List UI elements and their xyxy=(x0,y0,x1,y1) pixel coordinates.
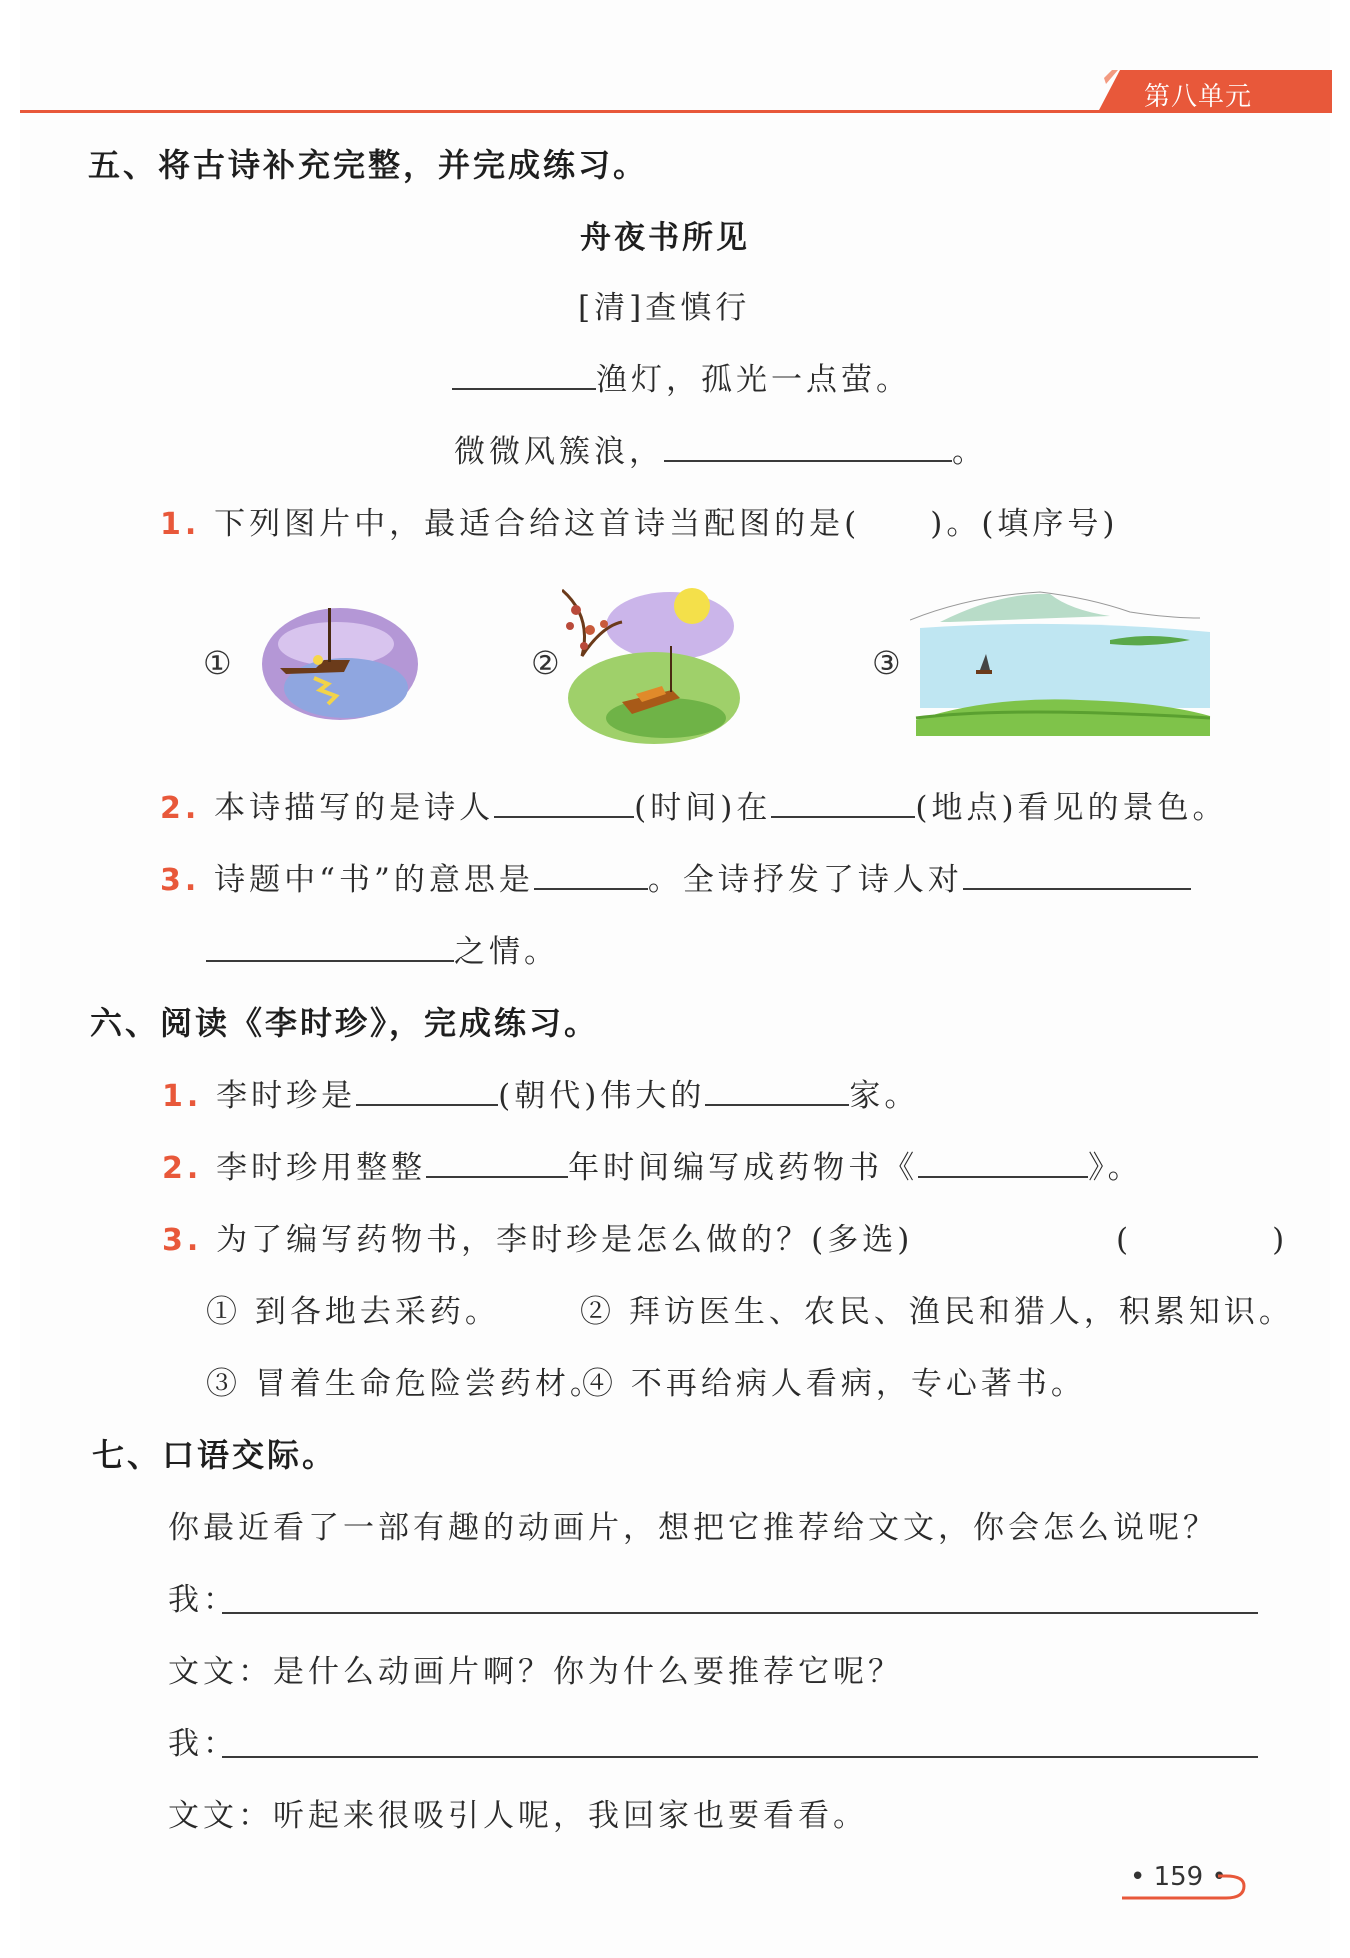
s6-question-2 xyxy=(162,1142,1143,1187)
s6-q2-number: 2. xyxy=(162,1151,203,1186)
s5-question-3 xyxy=(160,854,1191,899)
poem-blank-1[interactable] xyxy=(452,360,596,390)
s6-q1-text-a: 李时珍是 xyxy=(216,1078,357,1114)
page-number-decoration xyxy=(1122,1872,1252,1902)
me-label-2: 我： xyxy=(168,1726,238,1762)
pic-label-3: ③ xyxy=(872,644,901,682)
option-4[interactable]: ④ 不再给病人看病，专心著书。 xyxy=(582,1366,1086,1402)
s6-q3-answer-paren[interactable]: ( ) xyxy=(1116,1222,1289,1258)
shu-meaning-blank[interactable] xyxy=(534,860,648,890)
pic-label-1: ① xyxy=(203,644,232,682)
s5-q2-text-b: (时间)在 xyxy=(634,790,772,826)
time-blank[interactable] xyxy=(494,788,634,818)
me-answer-line-1[interactable] xyxy=(222,1612,1258,1614)
section7-title: 七、口语交际。 xyxy=(92,1436,338,1474)
s6-q3-text: 为了编写药物书，李时珍是怎么做的？(多选) xyxy=(216,1222,914,1258)
s5-q3-text-b: 。全诗抒发了诗人对 xyxy=(647,862,963,898)
s5-q3-text-c: 之情。 xyxy=(454,934,559,970)
s5-q2-text-c: (地点)看见的景色。 xyxy=(915,790,1228,826)
s5-question-2 xyxy=(160,782,1228,827)
s5-q1-number: 1. xyxy=(160,507,201,542)
lake-mountain-sailboat-picture[interactable] xyxy=(910,588,1218,736)
poem-line2-end: 。 xyxy=(952,434,987,470)
page-number: • 159 • xyxy=(1130,1862,1227,1892)
wenwen-line-2: 文文：听起来很吸引人呢，我回家也要看看。 xyxy=(168,1798,868,1834)
feeling-blank-1[interactable] xyxy=(963,860,1191,890)
years-blank[interactable] xyxy=(426,1148,568,1178)
s6-question-1 xyxy=(162,1070,919,1115)
wenwen-line-1: 文文：是什么动画片啊？你为什么要推荐它呢？ xyxy=(168,1654,903,1690)
section6-title: 六、阅读《李时珍》，完成练习。 xyxy=(90,1004,600,1042)
dynasty-blank[interactable] xyxy=(356,1076,498,1106)
s6-q1-number: 1. xyxy=(162,1079,203,1114)
s6-q1-text-b: (朝代)伟大的 xyxy=(498,1078,706,1114)
me-answer-line-2[interactable] xyxy=(222,1756,1258,1758)
s6-question-3 xyxy=(162,1214,913,1259)
poem-line1-text: 渔灯，孤光一点萤。 xyxy=(596,362,911,398)
s6-q2-text-a: 李时珍用整整 xyxy=(216,1150,427,1186)
boat-night-water-picture[interactable] xyxy=(258,594,418,728)
s5-q2-number: 2. xyxy=(160,791,201,826)
s6-q2-text-c: 》。 xyxy=(1088,1150,1143,1186)
place-blank[interactable] xyxy=(771,788,915,818)
option-2[interactable]: ② 拜访医生、农民、渔民和猎人，积累知识。 xyxy=(580,1294,1294,1330)
pic-label-2: ② xyxy=(531,644,560,682)
poem-blank-2[interactable] xyxy=(664,432,952,462)
s5-q3-number: 3. xyxy=(160,863,201,898)
s5-q1-text: 下列图片中，最适合给这首诗当配图的是( )。(填序号) xyxy=(214,506,1119,542)
feeling-blank-2[interactable] xyxy=(206,932,454,962)
s5-q2-text-a: 本诗描写的是诗人 xyxy=(214,790,495,826)
poem-line2 xyxy=(454,426,987,471)
option-1[interactable]: ① 到各地去采药。 xyxy=(206,1294,500,1330)
unit-label: 第八单元 xyxy=(1144,82,1253,112)
dialogue-prompt: 你最近看了一部有趣的动画片，想把它推荐给文文，你会怎么说呢？ xyxy=(168,1510,1218,1546)
me-label-1: 我： xyxy=(168,1582,238,1618)
option-3[interactable]: ③ 冒着生命危险尝药材。 xyxy=(206,1366,605,1402)
poem-line2-text: 微微风簇浪， xyxy=(454,434,664,470)
s5-question-1 xyxy=(160,498,1119,543)
s6-q1-text-c: 家。 xyxy=(849,1078,920,1114)
s5-q3-text-a: 诗题中“书”的意思是 xyxy=(214,862,534,898)
poem-title: 舟夜书所见 xyxy=(580,220,750,256)
boat-moon-tree-picture[interactable] xyxy=(562,586,740,752)
book-name-blank[interactable] xyxy=(918,1148,1088,1178)
section5-title: 五、将古诗补充完整，并完成练习。 xyxy=(88,146,649,184)
s6-q2-text-b: 年时间编写成药物书《 xyxy=(568,1150,919,1186)
poem-author: [清]查慎行 xyxy=(578,290,751,326)
profession-blank[interactable] xyxy=(705,1076,849,1106)
s5-question-3-cont xyxy=(206,926,559,971)
poem-line1 xyxy=(452,354,911,399)
unit-tab xyxy=(1098,70,1332,112)
s6-q3-number: 3. xyxy=(162,1223,203,1258)
